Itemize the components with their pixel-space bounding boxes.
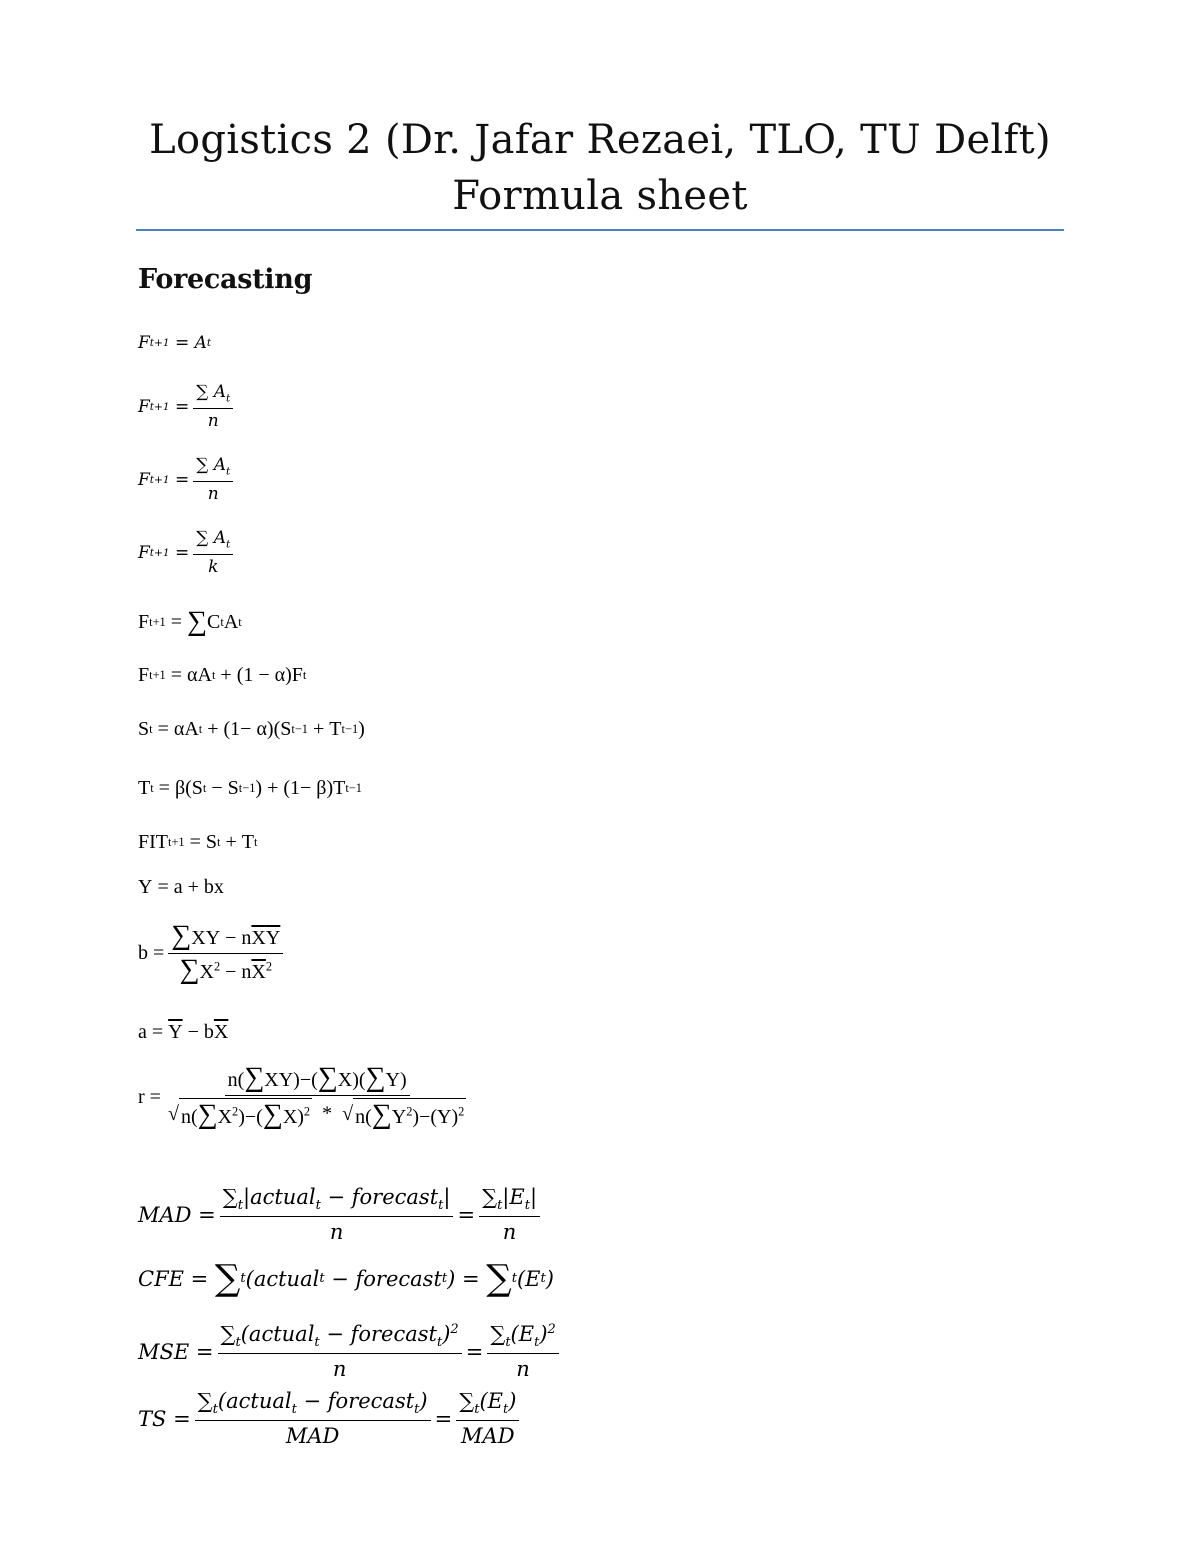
formula-correlation-r: r = n(∑XY)−(∑X)(∑Y) √ $n(\sum X^2)-(\sum X)^2$ * √ $n(\sum Y^2)-(Y)^2$ <box>138 1062 465 1130</box>
formula-weighted-moving-average: F t+1 = ∑ C t A t <box>138 606 242 637</box>
formula-intercept-a: a = $\overline{Y}$ − b $\overline{X}$ <box>138 1021 229 1043</box>
formula-tracking-signal: TS = $\frac{\sum_t(actual_t - forecast_t)}{\text{MAD}}$ = $\frac{\sum_t(E_t)}{\text{MAD}}$ <box>138 1388 523 1450</box>
formula-mad: MAD = $\frac{\sum_t|actual_t - forecast_t|}{n}$ = $\frac{\sum_t|E_t|}{n}$ <box>138 1184 544 1246</box>
title-divider <box>136 229 1064 231</box>
formula-moving-average-k: F t+1 = $\frac{\sum A_t}{k}$ <box>138 528 237 578</box>
formula-fit: FIT t+1 = S t + T t <box>138 831 258 853</box>
formula-naive: F t+1 = A t <box>138 333 212 353</box>
formula-simple-average: F t+1 = $\frac{\sum A_t}{n}$ <box>138 382 237 432</box>
formula-mse: MSE = $\frac{\sum_t(actual_t - forecast_t)^2}{n}$ = $\frac{\sum_t(E_t)^2}{n}$ <box>138 1321 563 1383</box>
formula-cfe: CFE = ∑ t (actual t − forecast t ) = ∑ t (E t ) <box>138 1258 554 1299</box>
title-line-1: Logistics 2 (Dr. Jafar Rezaei, TLO, TU Delft) <box>149 117 1051 163</box>
formula-slope-b: b = $\frac{\sum XY - n\overline{X}\overline{Y}}{\sum X^2 - n\overline{X}^2}$ <box>138 922 287 985</box>
formula-trend-smoothed: S t = αA t + (1− α)(S t−1 + T t−1 ) <box>138 718 365 740</box>
formula-moving-average: F t+1 = $\frac{\sum A_t}{n}$ <box>138 455 237 505</box>
formula-exponential-smoothing: F t+1 = αA t + (1 − α)F t <box>138 664 307 686</box>
title-line-2: Formula sheet <box>452 173 748 219</box>
section-heading-forecasting: Forecasting <box>138 264 313 295</box>
page-title <box>136 112 1064 224</box>
formula-trend-component: T t = β(S t − S t−1 ) + (1− β)T t−1 <box>138 777 362 799</box>
formula-regression-line: Y = a + bx <box>138 876 224 898</box>
